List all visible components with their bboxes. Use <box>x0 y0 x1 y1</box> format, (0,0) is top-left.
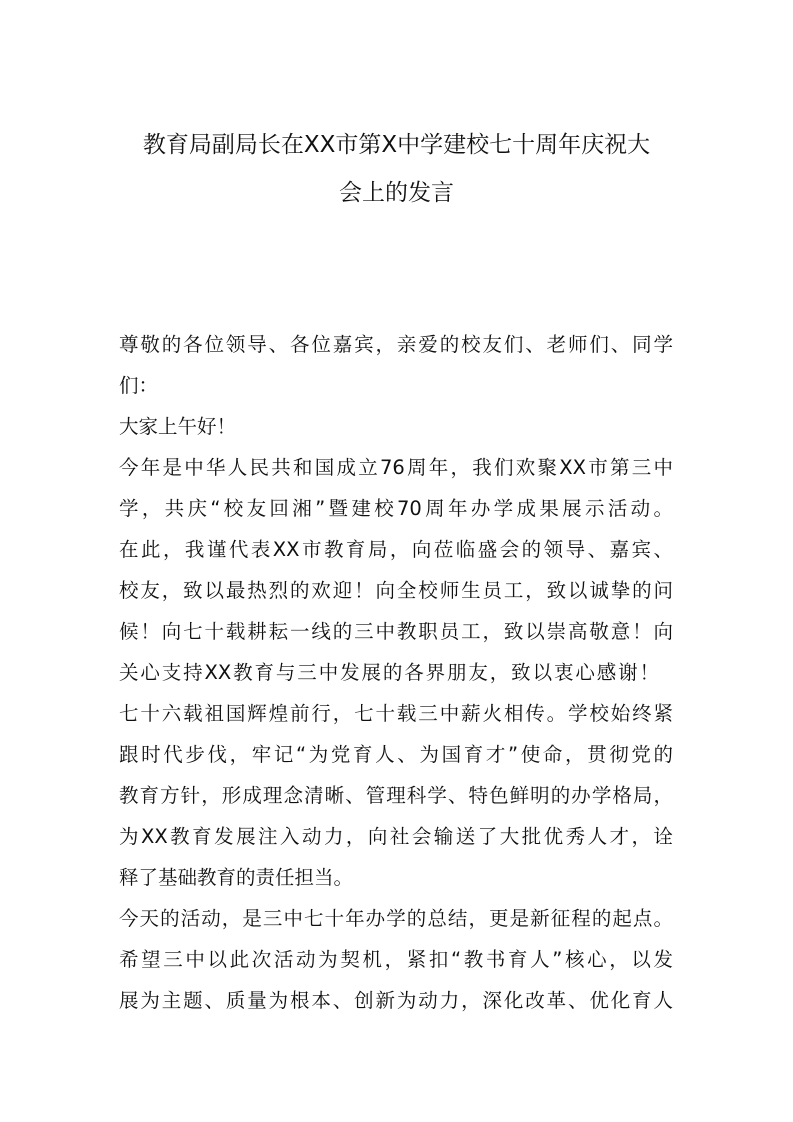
body-line: 今年是中华人民共和国成立76周年，我们欢聚XX市第三中 <box>119 456 673 479</box>
body-line: 关心支持XX教育与三中发展的各界朋友，致以衷心感谢！ <box>119 661 659 684</box>
body-line: 校友，致以最热烈的欢迎！向全校师生员工，致以诚挚的问 <box>119 579 673 602</box>
body-line: 希望三中以此次活动为契机，紧扣“教书育人”核心，以发 <box>119 948 673 971</box>
body-line: 释了基础教育的责任担当。 <box>119 866 354 889</box>
body-line: 为XX教育发展注入动力，向社会输送了大批优秀人才，诠 <box>119 825 673 848</box>
body-line: 们： <box>119 374 159 397</box>
body-line: 七十六载祖国辉煌前行，七十载三中薪火相传。学校始终紧 <box>119 702 673 725</box>
body-line: 大家上午好！ <box>119 415 237 438</box>
body-line: 学，共庆“校友回湘”暨建校70周年办学成果展示活动。 <box>119 497 673 520</box>
body-line: 展为主题、质量为根本、创新为动力，深化改革、优化育人 <box>119 989 673 1012</box>
body-line: 尊敬的各位领导、各位嘉宾，亲爱的校友们、老师们、同学 <box>119 333 673 356</box>
body-line: 今天的活动，是三中七十年办学的总结，更是新征程的起点。 <box>119 907 673 930</box>
body-line: 候！向七十载耕耘一线的三中教职员工，致以崇高敬意！向 <box>119 620 673 643</box>
body-line: 在此，我谨代表XX市教育局，向莅临盛会的领导、嘉宾、 <box>119 538 673 561</box>
document-title-line-1: 教育局副局长在XX市第X中学建校七十周年庆祝大 <box>142 132 651 158</box>
body-line: 教育方针，形成理念清晰、管理科学、特色鲜明的办学格局， <box>119 784 673 807</box>
body-line: 跟时代步伐，牢记“为党育人、为国育才”使命，贯彻党的 <box>119 743 673 766</box>
document-title-line-2: 会上的发言 <box>339 180 454 206</box>
